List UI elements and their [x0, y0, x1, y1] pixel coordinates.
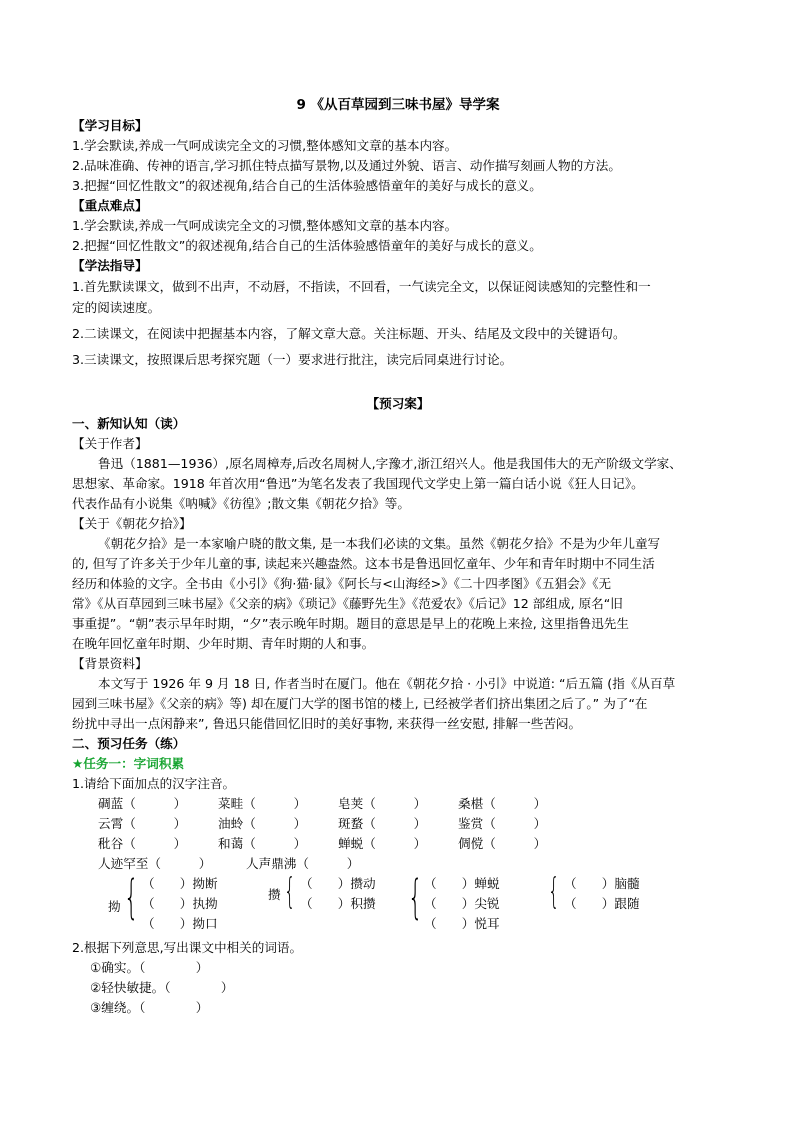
author-text: 思想家、革命家。1918 年首次用“鲁迅”为笔名发表了我国现代文学史上第一篇白话小说《狂人日记》。: [72, 476, 644, 491]
brace-icon: {: [408, 870, 423, 924]
book-text: 经历和体验的文字。全书由《小引》《狗·猫·鼠》《阿长与<山海经>》《二十四孝图》《五猖会》《无: [72, 576, 612, 591]
q2-item[interactable]: ②轻快敏捷。（ ）: [90, 980, 234, 995]
pinyin-item[interactable]: 云霄（ ）: [98, 816, 187, 831]
pinyin-item[interactable]: 蝉蜕（ ）: [338, 836, 427, 851]
polyphone-item[interactable]: （ ）脑髓: [564, 876, 640, 891]
key-item: 1.学会默读,养成一气呵成读完全文的习惯,整体感知文章的基本内容。: [72, 218, 458, 233]
method-p1: 1.首先默读课文，做到不出声，不动唇，不指读，不回看，一气读完全文，以保证阅读感知的完整性和一: [72, 279, 651, 294]
method-p2: 2.二读课文，在阅读中把握基本内容，了解文章大意。关注标题、开头、结尾及文段中的关键语句。: [72, 326, 626, 341]
q2-item[interactable]: ①确实。（ ）: [90, 960, 209, 975]
pinyin-item[interactable]: 斑蝥（ ）: [338, 816, 427, 831]
polyphone-item[interactable]: （ ）悦耳: [424, 916, 500, 931]
background-heading: 【背景资料】: [72, 656, 148, 671]
book-heading: 【关于《朝花夕拾》】: [72, 516, 192, 531]
goal-item: 1.学会默读,养成一气呵成读完全文的习惯,整体感知文章的基本内容。: [72, 138, 458, 153]
polyphone-item[interactable]: （ ）蝉蜕: [424, 876, 500, 891]
document-page: [72, 92, 724, 1018]
pinyin-item[interactable]: 鉴赏（ ）: [458, 816, 547, 831]
brace-icon: {: [124, 870, 139, 924]
author-text: 代表作品有小说集《呐喊》《彷徨》;散文集《朝花夕拾》等。: [72, 496, 410, 511]
polyphone-item[interactable]: （ ）攒动: [300, 876, 376, 891]
background-text: 园到三味书屋》《父亲的病》等) 却在厦门大学的图书馆的楼上, 已经被学者们挤出集团之后了。” 为了“在: [72, 696, 648, 711]
polyphone-item[interactable]: （ ）拗断: [142, 876, 218, 891]
part1-heading: 一、新知认知（读）: [72, 416, 186, 431]
polyphone-item[interactable]: （ ）尖锐: [424, 896, 500, 911]
author-text: 鲁迅（1881—1936）,原名周樟寿,后改名周树人,字豫才,浙江绍兴人。他是我国伟大的无产阶级文学家、: [98, 456, 682, 471]
goal-item: 3.把握“回忆性散文”的叙述视角,结合自己的生活体验感悟童年的美好与成长的意义。: [72, 178, 542, 193]
preview-heading: 【预习案】: [366, 396, 430, 411]
key-heading: 【重点难点】: [72, 198, 148, 213]
brace-icon: {: [284, 871, 296, 912]
goals-heading: 【学习目标】: [72, 118, 148, 133]
book-text: 在晚年回忆童年时期、少年时期、青年时期的人和事。: [72, 636, 375, 651]
pinyin-item[interactable]: 皂荚（ ）: [338, 796, 427, 811]
book-text: 的, 但写了许多关于少年儿童的事, 读起来兴趣盎然。这本书是鲁迅回忆童年、少年和青年时期中不同生活: [72, 556, 655, 571]
pinyin-item[interactable]: 油蛉（ ）: [218, 816, 307, 831]
key-item: 2.把握“回忆性散文”的叙述视角,结合自己的生活体验感悟童年的美好与成长的意义。: [72, 238, 542, 253]
method-heading: 【学法指导】: [72, 258, 148, 273]
pinyin-item[interactable]: 秕谷（ ）: [98, 836, 187, 851]
background-text: 本文写于 1926 年 9 月 18 日, 作者当时在厦门。他在《朝花夕拾 · 小引》中说道: “后五篇 (指《从百草: [98, 676, 676, 691]
book-text: 事重提”。“朝”表示早年时期，“夕”表示晚年时期。题目的意思是早上的花晚上来捡, 这里指鲁迅先生: [72, 616, 629, 631]
brace-icon: {: [548, 871, 560, 912]
polyphone-item[interactable]: （ ）积攒: [300, 896, 376, 911]
background-text: 纷扰中寻出一点闲静来”, 鲁迅只能借回忆旧时的美好事物, 来获得一丝安慰, 排解一些苦闷。: [72, 716, 582, 731]
goal-item: 2.品味准确、传神的语言,学习抓住特点描写景物,以及通过外貌、语言、动作描写刻画人物的方法。: [72, 158, 621, 173]
pinyin-item[interactable]: 人迹罕至（ ）: [98, 856, 212, 871]
polyphone-char: 攒: [268, 887, 281, 902]
pinyin-item[interactable]: 和蔼（ ）: [218, 836, 307, 851]
polyphone-char: 拗: [108, 899, 121, 914]
pinyin-item[interactable]: 菜畦（ ）: [218, 796, 307, 811]
method-p1-cont: 定的阅读速度。: [72, 300, 161, 315]
book-text: 《朝花夕拾》是一本家喻户晓的散文集, 是一本我们必读的文集。虽然《朝花夕拾》不是为少年儿童写: [98, 536, 661, 551]
polyphone-item[interactable]: （ ）跟随: [564, 896, 640, 911]
task1-heading: 任务一：字词积累: [83, 756, 185, 771]
polyphone-item[interactable]: （ ）拗口: [142, 916, 218, 931]
pinyin-item[interactable]: 桑椹（ ）: [458, 796, 547, 811]
pinyin-grid: [72, 794, 724, 854]
pinyin-item[interactable]: 碉蓝（ ）: [98, 796, 187, 811]
part2-heading: 二、预习任务（练）: [72, 736, 186, 751]
method-p3: 3.三读课文，按照课后思考探究题（一）要求进行批注，读完后同桌进行讨论。: [72, 352, 513, 367]
q2-item[interactable]: ③缠绕。（ ）: [90, 1000, 209, 1015]
page-title: 9 《从百草园到三味书屋》导学案: [296, 97, 500, 113]
question-1: 1.请给下面加点的汉字注音。: [72, 776, 236, 791]
pinyin-item[interactable]: 倜傥（ ）: [458, 836, 547, 851]
star-icon: ★: [72, 756, 84, 771]
book-text: 常》《从百草园到三味书屋》《父亲的病》《琐记》《藤野先生》《范爱农》《后记》12 部组成, 原名“旧: [72, 596, 623, 611]
author-heading: 【关于作者】: [72, 436, 148, 451]
polyphone-groups: [98, 870, 724, 938]
polyphone-item[interactable]: （ ）执拗: [142, 896, 218, 911]
question-2: 2.根据下列意思,写出课文中相关的词语。: [72, 940, 303, 955]
pinyin-item[interactable]: 人声鼎沸（ ）: [246, 856, 360, 871]
